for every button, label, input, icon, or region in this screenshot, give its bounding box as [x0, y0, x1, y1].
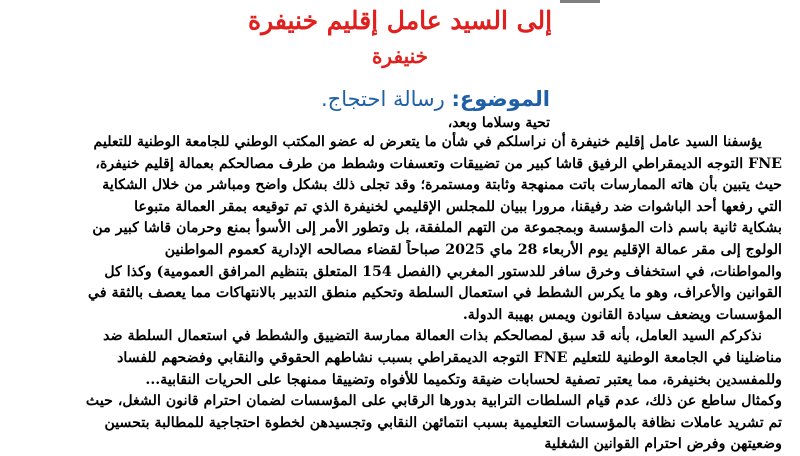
body-line: مناضلينا في الجامعة الوطنية للتعليم FNE التوجه الديمقراطي بسبب نشاطهم الحقوقي والنقابي وفضحهم للفساد: [117, 349, 782, 366]
body-line: القوانين والأعراف، وهو ما يكرس الشطط في استعمال السلطة وتحكيم منطق التدبير بالانتهاكات مما يعصف بالثقة في: [88, 285, 782, 302]
body-line: التي رفعها أحد الباشوات ضد رفيقنا، مرورا ببيان للمجلس الإقليمي لخنيفرة الذي تم توقيعه بمقر العمالة متبوعا: [134, 198, 782, 215]
letter-recipient-title: إلى السيد عامل إقليم خنيفرة: [247, 6, 553, 35]
body-line: نذكركم السيد العامل، بأنه قد سبق لمصالحكم بذات العمالة ممارسة التضييق والشطط في استعمال السلطة ضد: [103, 328, 762, 345]
body-line: والمواطنات، في استخفاف وخرق سافر للدستور المغربي (الفصل 154 المتعلق بتنظيم المرافق العمومية) وكذا كل: [104, 263, 782, 280]
letter-recipient-city: خنيفرة: [371, 44, 429, 68]
body-line: بشكاية ثانية باسم ذات المؤسسة وبمجموعة من التهم الملفقة، بل وتطور الأمر إلى الأسوأ بمنع وحرمان قاشا كبير من: [92, 220, 782, 237]
body-line: وللمفسدين بخنيفرة، مما يعتبر تصفية لحسابات ضيقة وتكميما للأفواه وتضييقا ممنهجا على الحريات النقابية...: [145, 371, 782, 388]
body-line: الولوج إلى مقر عمالة الإقليم يوم الأربعاء 28 ماي 2025 صباحاً لقضاء مصالحه الإدارية كعموم المواطنين: [164, 241, 782, 258]
body-line: حيث يتبين بأن هاته الممارسات باتت ممنهجة وثابتة ومستمرة؛ وقد تجلى ذلك بشكل واضح ومباشر من خلال الشكاية: [102, 177, 782, 194]
subject-text: رسالة احتجاج.: [320, 87, 445, 111]
letter-subject: [321, 86, 550, 112]
body-line: يؤسفنا السيد عامل إقليم خنيفرة أن نراسلكم في شأن ما يتعرض له عضو المكتب الوطني للجامعة الوطنية للتعليم: [93, 134, 762, 150]
body-line: FNE التوجه الديمقراطي الرفيق قاشا كبير من تضييقات وتعسفات وشطط من طرف مصالحكم بعمالة إقليم خنيفرة،: [95, 155, 782, 172]
top-edge-mark: [560, 0, 600, 3]
letter-body: [18, 132, 782, 456]
subject-label: الموضوع:: [451, 87, 550, 111]
body-line: المؤسسات ويضعف سيادة القانون ويمس بهيبة الدولة.: [462, 306, 782, 323]
body-line: وضعيتهن وفرض احترام القوانين الشغلية: [544, 436, 782, 453]
body-line: تم تشريد عاملات نظافة بالمؤسسات التعليمية بسبب انتمائهن النقابي وتجسيدهن لخطوة احتجاجية للمطالبة بتحسين: [104, 414, 782, 431]
letter-greeting: تحية وسلاما وبعد،: [447, 115, 550, 131]
body-line: وكمثال ساطع عن ذلك، عدم قيام السلطات الترابية بدورها الرقابي على المؤسسات لضمان احترام قانون الشغل، حيث: [85, 393, 782, 410]
